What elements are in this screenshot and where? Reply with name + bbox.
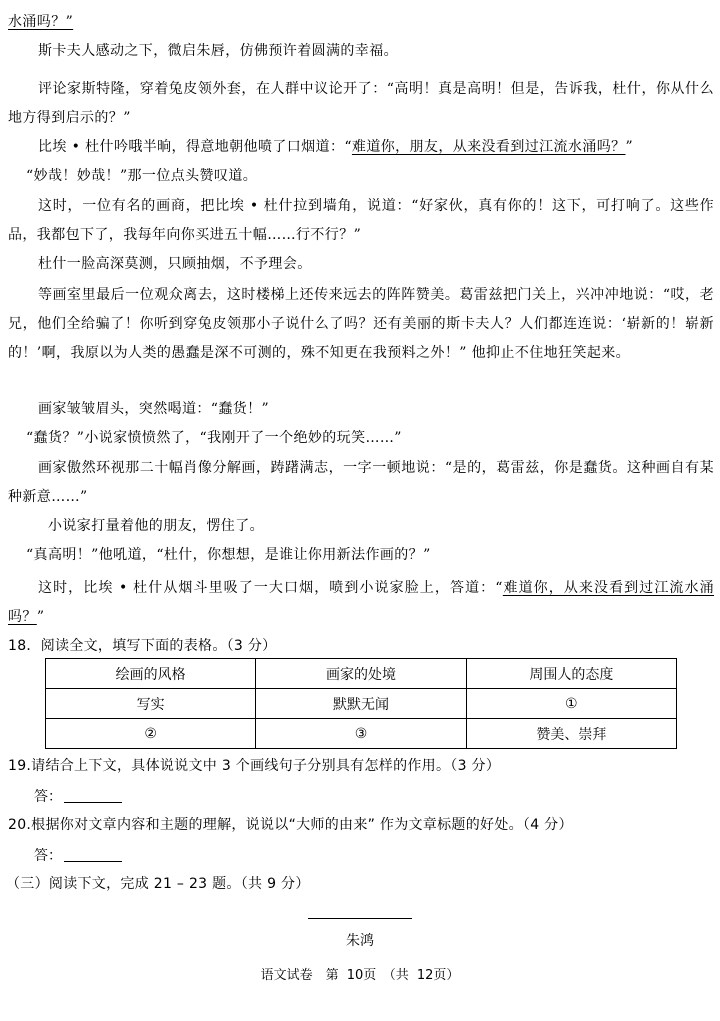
answer-blank [64, 847, 122, 862]
table-cell: 写实 [46, 689, 256, 719]
passage-paragraph-13: 这时，比埃 • 杜什从烟斗里吸了一大口烟，喷到小说家脸上，答道：“难道你，从来没看到过江流水涌吗？” [8, 580, 715, 625]
passage-line-0 [8, 8, 714, 37]
fill-in-table [45, 658, 677, 749]
table-cell: 赞美、崇拜 [466, 719, 676, 749]
answer-line-20: 答： [34, 845, 122, 867]
table-header-cell: 画家的处境 [256, 659, 466, 689]
passage-paragraph-10: 画家傲然环视那二十幅肖像分解画，踌躇满志，一字一顿地说：“是的，葛雷兹，你是蠢货。这种画自有某种新意……” [8, 460, 714, 505]
table-cell-blank-3: ③ [256, 719, 466, 749]
table-row [46, 689, 677, 719]
passage-paragraph-4: “妙哉！妙哉！”那一位点头赞叹道。 [26, 168, 258, 184]
answer-blank [64, 788, 122, 803]
section-3-heading: （三）阅读下文，完成 21 – 23 题。（共 9 分） [6, 876, 310, 892]
page-footer: 语文试卷 第 10页 （共 12页） [260, 968, 460, 983]
table-header-row [46, 659, 677, 689]
passage-paragraph-9: “蠢货？”小说家愤愤然了，“我刚开了一个绝妙的玩笑……” [26, 430, 402, 446]
passage-paragraph-12: “真高明！”他吼道，“杜什，你想想，是谁让你用新法作画的？” [26, 547, 431, 563]
underlined-sentence-2: 难道你，朋友，从来没看到过江流水涌吗？ [351, 139, 626, 155]
answer-line-19: 答： [34, 786, 122, 808]
article-author: 朱鸿 [346, 933, 374, 949]
passage-paragraph-5: 这时，一位有名的画商，把比埃 • 杜什拉到墙角，说道：“好家伙，真有你的！这下，可打响了。这些作品，我都包下了，我每年向你买进五十幅……行不行？” [8, 198, 714, 243]
passage-paragraph-8: 画家皱皱眉头，突然喝道：“蠢货！” [38, 401, 270, 417]
table-cell-blank-1: ① [466, 689, 676, 719]
table-header-cell: 绘画的风格 [46, 659, 256, 689]
passage-paragraph-2: 评论家斯特隆，穿着兔皮领外套，在人群中议论开了：“高明！真是高明！但是，告诉我，杜什，你从什么地方得到启示的？” [8, 81, 714, 126]
table-cell: 默默无闻 [256, 689, 466, 719]
title-blank-line [308, 918, 412, 919]
underlined-sentence-tail: 水涌吗？” [8, 14, 74, 30]
passage-paragraph-11: 小说家打量着他的朋友，愣住了。 [48, 518, 264, 534]
passage-paragraph-3: 比埃 • 杜什吟哦半晌，得意地朝他喷了口烟道：“难道你，朋友，从来没看到过江流水涌吗？” [38, 139, 634, 155]
passage-paragraph-7: 等画室里最后一位观众离去，这时楼梯上还传来远去的阵阵赞美。葛雷兹把门关上，兴冲冲地说：“哎，老兄，他们全给骗了！你听到穿兔皮领那小子说什么了吗？还有美丽的斯卡夫人？人们都连连说：‘崭新的！崭新的！’啊，我原以为人类的愚蠢是深不可测的，殊不知更在我预料之外！” 他抑止不住地狂笑起来。 [8, 287, 714, 361]
table-header-cell: 周围人的态度 [466, 659, 676, 689]
table-row [46, 719, 677, 749]
question-19: 19.请结合上下文，具体说说文中 3 个画线句子分别具有怎样的作用。（3 分） [8, 758, 501, 774]
question-20: 20.根据你对文章内容和主题的理解，说说以“大师的由来” 作为文章标题的好处。（4 分） [8, 817, 573, 833]
table-cell-blank-2: ② [46, 719, 256, 749]
passage-paragraph-1: 斯卡夫人感动之下，微启朱唇，仿佛预许着圆满的幸福。 [38, 43, 398, 59]
underlined-sentence-3: 难道你，从来没看到过江流水涌吗？ [8, 580, 715, 625]
passage-paragraph-6: 杜什一脸高深莫测，只顾抽烟，不予理会。 [38, 256, 312, 272]
question-18: 18．阅读全文，填写下面的表格。（3 分） [8, 638, 277, 654]
